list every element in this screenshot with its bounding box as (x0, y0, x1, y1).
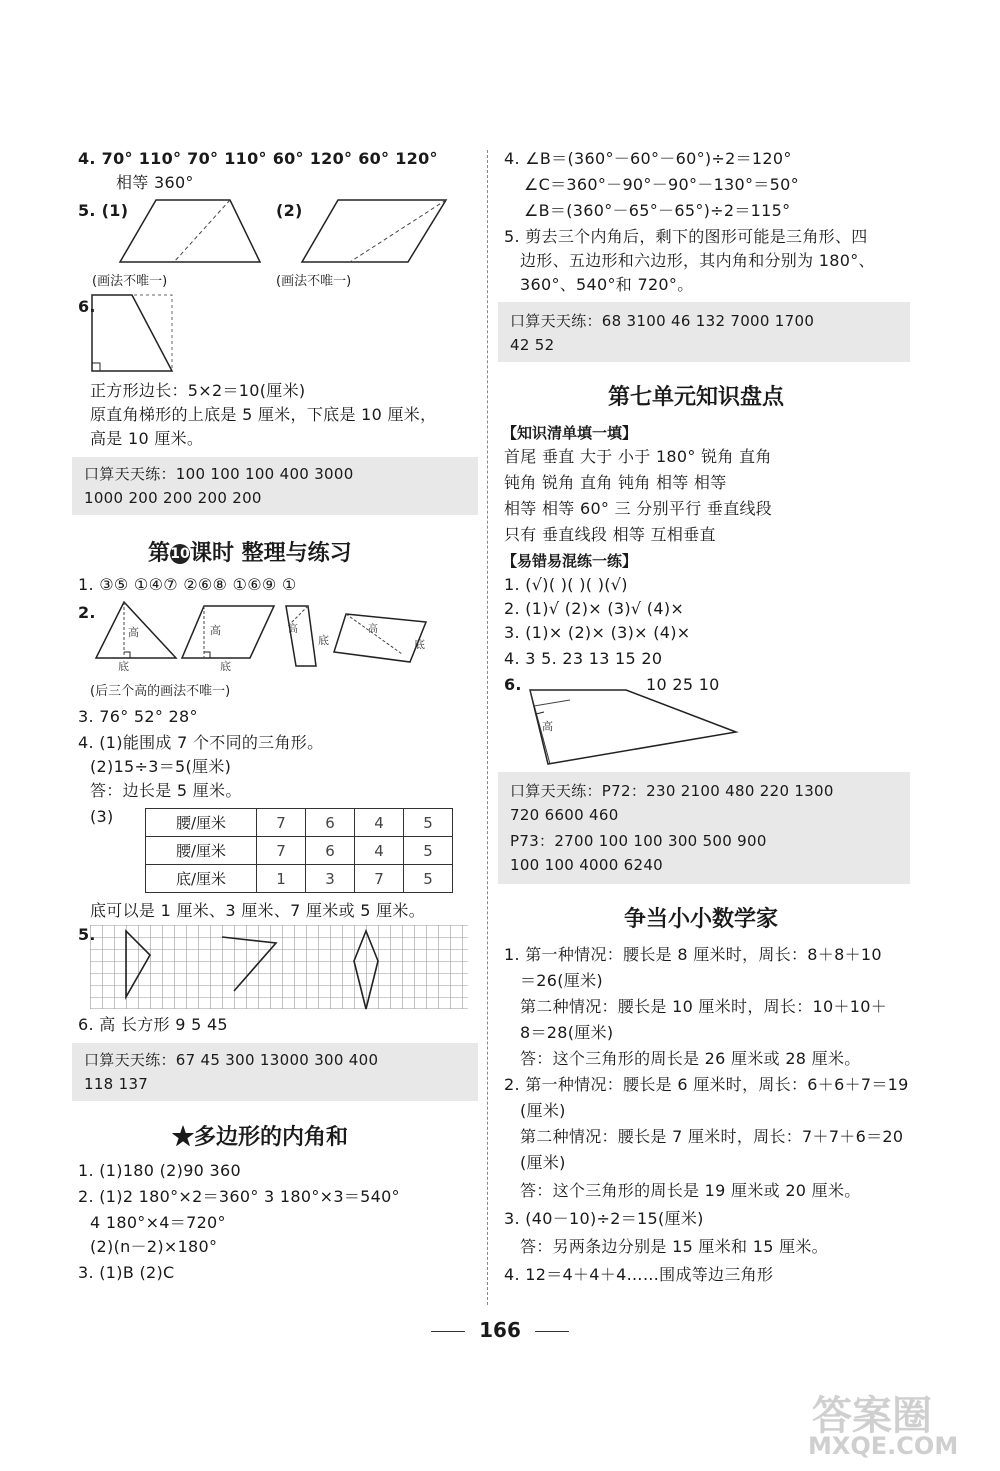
unit7-title: 第七单元知识盘点 (608, 384, 785, 410)
right-answer-4-1: 4. ∠B＝(360°－60°－60°)÷2＝120° (504, 149, 792, 168)
kousuan-box-3 (498, 302, 910, 362)
math-answer-2-3: 第二种情况：腰长是 7 厘米时，周长：7＋7＋6＝20 (520, 1127, 904, 1146)
math-answer-3-2: 答：另两条边分别是 15 厘米和 15 厘米。 (520, 1237, 828, 1256)
right-answer-4-3: ∠B＝(360°－65°－65°)÷2＝115° (524, 201, 791, 220)
grid-drawing-figure (90, 925, 470, 1009)
fill-line-4: 只有 垂直线段 相等 互相垂直 (504, 525, 716, 544)
watermark-logo: 答案圈 (812, 1393, 932, 1439)
math-answer-1-5: 答：这个三角形的周长是 26 厘米或 28 厘米。 (520, 1049, 861, 1068)
table-row (146, 809, 453, 837)
watermark-url: MXQE.COM (808, 1432, 959, 1460)
table-cell: 5 (404, 865, 453, 893)
lesson-answer-3: 3. 76° 52° 28° (78, 707, 198, 726)
math-answer-2-1: 2. 第一种情况：腰长是 6 厘米时，周长：6＋6＋7＝19 (504, 1075, 909, 1094)
table-cell: 6 (306, 809, 355, 837)
math-answer-1-2: ＝26(厘米) (520, 971, 603, 990)
table-cell: 5 (404, 837, 453, 865)
polygon-answer-2-2: 4 180°×4＝720° (90, 1213, 226, 1232)
answer-4-cont: 相等 360° (116, 173, 194, 192)
fig-base-label-3: 底 (318, 634, 329, 647)
kousuan-box-4 (498, 772, 910, 884)
kousuan-box-1 (72, 457, 478, 515)
kousuan-box-2 (72, 1043, 478, 1101)
lesson-answer-2-caption: (后三个高的画法不唯一) (90, 684, 231, 699)
kousuan-2-line-1: 口算天天练：67 45 300 13000 300 400 (84, 1051, 379, 1069)
lesson-answer-5-label: 5. (78, 925, 96, 944)
table-row (146, 865, 453, 893)
answer-5-label-1: 5. (1) (78, 201, 129, 220)
right-answer-4-2: ∠C＝360°－90°－90°－130°＝50° (524, 175, 799, 194)
kousuan-3-line-1: 口算天天练：68 3100 46 132 7000 1700 (510, 312, 815, 330)
table-cell: 3 (306, 865, 355, 893)
kousuan-2-line-2: 118 137 (84, 1075, 149, 1093)
kousuan-4-line-3: P73：2700 100 100 300 500 900 (510, 832, 767, 850)
trapezoid-height-figure (514, 684, 744, 768)
kousuan-4-line-1: 口算天天练：P72：230 2100 480 220 1300 (510, 782, 834, 800)
answer-4: 4. 70° 110° 70° 110° 60° 120° 60° 120° (78, 149, 438, 168)
lesson-answer-4-2: (2)15÷3＝5(厘米) (90, 757, 232, 776)
math-answer-1-3: 第二种情况：腰长是 10 厘米时，周长：10＋10＋ (520, 997, 888, 1016)
math-answer-4: 4. 12＝4＋4＋4……围成等边三角形 (504, 1265, 774, 1284)
fig-high-label-1: 高 (128, 626, 139, 639)
right-answer-5-2: 边形、五边形和六边形，其内角和分别为 180°、 (520, 251, 875, 270)
subsection-error: 【易错易混练一练】 (502, 552, 638, 570)
lesson-answer-2-label: 2. (78, 603, 96, 622)
answer-6-line-3: 高是 10 厘米。 (90, 429, 204, 448)
section-title-polygon: ★多边形的内角和 (172, 1124, 349, 1150)
fig-high-label-5: 高 (542, 720, 553, 733)
table-row (146, 837, 453, 865)
fill-line-1: 首尾 垂直 大于 小于 180° 锐角 直角 (504, 447, 772, 466)
kousuan-3-line-2: 42 52 (510, 336, 555, 354)
fig-base-label-2: 底 (220, 660, 231, 673)
lesson-answer-4-3: 答：边长是 5 厘米。 (90, 781, 242, 800)
fill-line-2: 钝角 锐角 直角 钝角 相等 相等 (504, 473, 727, 492)
tilted-parallelogram-figure (332, 612, 432, 664)
math-answer-2-5: 答：这个三角形的周长是 19 厘米或 20 厘米。 (520, 1181, 861, 1200)
fig-high-label-3: 高 (288, 624, 298, 635)
error-answer-4-5: 4. 3 5. 23 13 15 20 (504, 649, 663, 668)
right-answer-5-1: 5. 剪去三个内角后，剩下的图形可能是三角形、四 (504, 227, 868, 246)
lesson-title (148, 536, 352, 567)
math-answer-2-2: (厘米) (520, 1101, 566, 1120)
table-cell: 7 (257, 837, 306, 865)
fig-high-label-2: 高 (210, 624, 221, 637)
kousuan-4-line-2: 720 6600 460 (510, 806, 619, 824)
polygon-answer-3: 3. (1)B (2)C (78, 1263, 175, 1282)
side-length-table (145, 808, 453, 893)
page-number (0, 1318, 1000, 1342)
table-cell: 1 (257, 865, 306, 893)
table-cell: 腰/厘米 (146, 837, 257, 865)
caption-2: (画法不唯一) (276, 274, 352, 289)
fig-base-label-4: 底 (414, 638, 425, 651)
table-cell: 4 (355, 809, 404, 837)
answer-6-line-2: 原直角梯形的上底是 5 厘米，下底是 10 厘米， (90, 405, 437, 424)
answer-6-line-1: 正方形边长：5×2＝10(厘米) (90, 381, 306, 400)
kousuan-1-line-2: 1000 200 200 200 200 (84, 489, 262, 507)
parallelogram-height-figure (180, 604, 276, 674)
page-number-text: 166 (479, 1318, 521, 1342)
error-answer-6-values: 10 25 10 (646, 675, 720, 694)
table-cell: 5 (404, 809, 453, 837)
error-answer-1: 1. (√)( )( )( )(√) (504, 575, 628, 594)
table-cell: 底/厘米 (146, 865, 257, 893)
triangle-height-figure (94, 600, 178, 672)
trapezoid-figure-1 (118, 198, 268, 264)
math-answer-2-4: (厘米) (520, 1153, 566, 1172)
right-answer-5-3: 360°、540°和 720°。 (520, 275, 694, 294)
polygon-answer-2-1: 2. (1)2 180°×2＝360° 3 180°×3＝540° (78, 1187, 400, 1206)
fill-line-3: 相等 相等 60° 三 分别平行 垂直线段 (504, 499, 773, 518)
answer-6-label: 6. (78, 297, 96, 316)
math-answer-3-1: 3. (40－10)÷2＝15(厘米) (504, 1209, 704, 1228)
column-divider (487, 150, 488, 1305)
caption-1: (画法不唯一) (92, 274, 168, 289)
lesson-number-badge: 10 (170, 546, 190, 562)
lesson-answer-4-1: 4. (1)能围成 7 个不同的三角形。 (78, 733, 324, 752)
fig-base-label-1: 底 (118, 660, 129, 673)
subsection-fill: 【知识清单填一填】 (502, 424, 638, 442)
polygon-answer-2-3: (2)(n－2)×180° (90, 1237, 218, 1256)
error-answer-6-label: 6. (504, 675, 522, 694)
table-cell: 腰/厘米 (146, 809, 257, 837)
parallelogram-figure-2 (300, 198, 450, 264)
math-title: 争当小小数学家 (624, 906, 779, 932)
lesson-title-pre: 第 (148, 540, 171, 566)
error-answer-3: 3. (1)× (2)× (3)× (4)× (504, 623, 691, 642)
math-answer-1-4: 8＝28(厘米) (520, 1023, 614, 1042)
math-answer-1-1: 1. 第一种情况：腰长是 8 厘米时，周长：8＋8＋10 (504, 945, 882, 964)
lesson-title-post: 课时 整理与练习 (190, 540, 352, 566)
kousuan-1-line-1: 口算天天练：100 100 100 400 3000 (84, 465, 354, 483)
answer-5-label-2: (2) (276, 201, 303, 220)
lesson-answer-4-3-label: (3) (90, 807, 114, 826)
kousuan-4-line-4: 100 100 4000 6240 (510, 856, 664, 874)
polygon-answer-1: 1. (1)180 (2)90 360 (78, 1161, 241, 1180)
error-answer-2: 2. (1)√ (2)× (3)√ (4)× (504, 599, 685, 618)
table-cell: 4 (355, 837, 404, 865)
table-cell: 7 (355, 865, 404, 893)
table-cell: 7 (257, 809, 306, 837)
lesson-answer-1: 1. ③⑤ ①④⑦ ②⑥⑧ ①⑥⑨ ① (78, 575, 297, 594)
right-trapezoid-figure (90, 293, 180, 373)
fig-high-label-4: 高 (368, 624, 378, 635)
lesson-answer-6: 6. 高 长方形 9 5 45 (78, 1015, 228, 1034)
lesson-answer-4-4: 底可以是 1 厘米、3 厘米、7 厘米或 5 厘米。 (90, 901, 426, 920)
table-cell: 6 (306, 837, 355, 865)
